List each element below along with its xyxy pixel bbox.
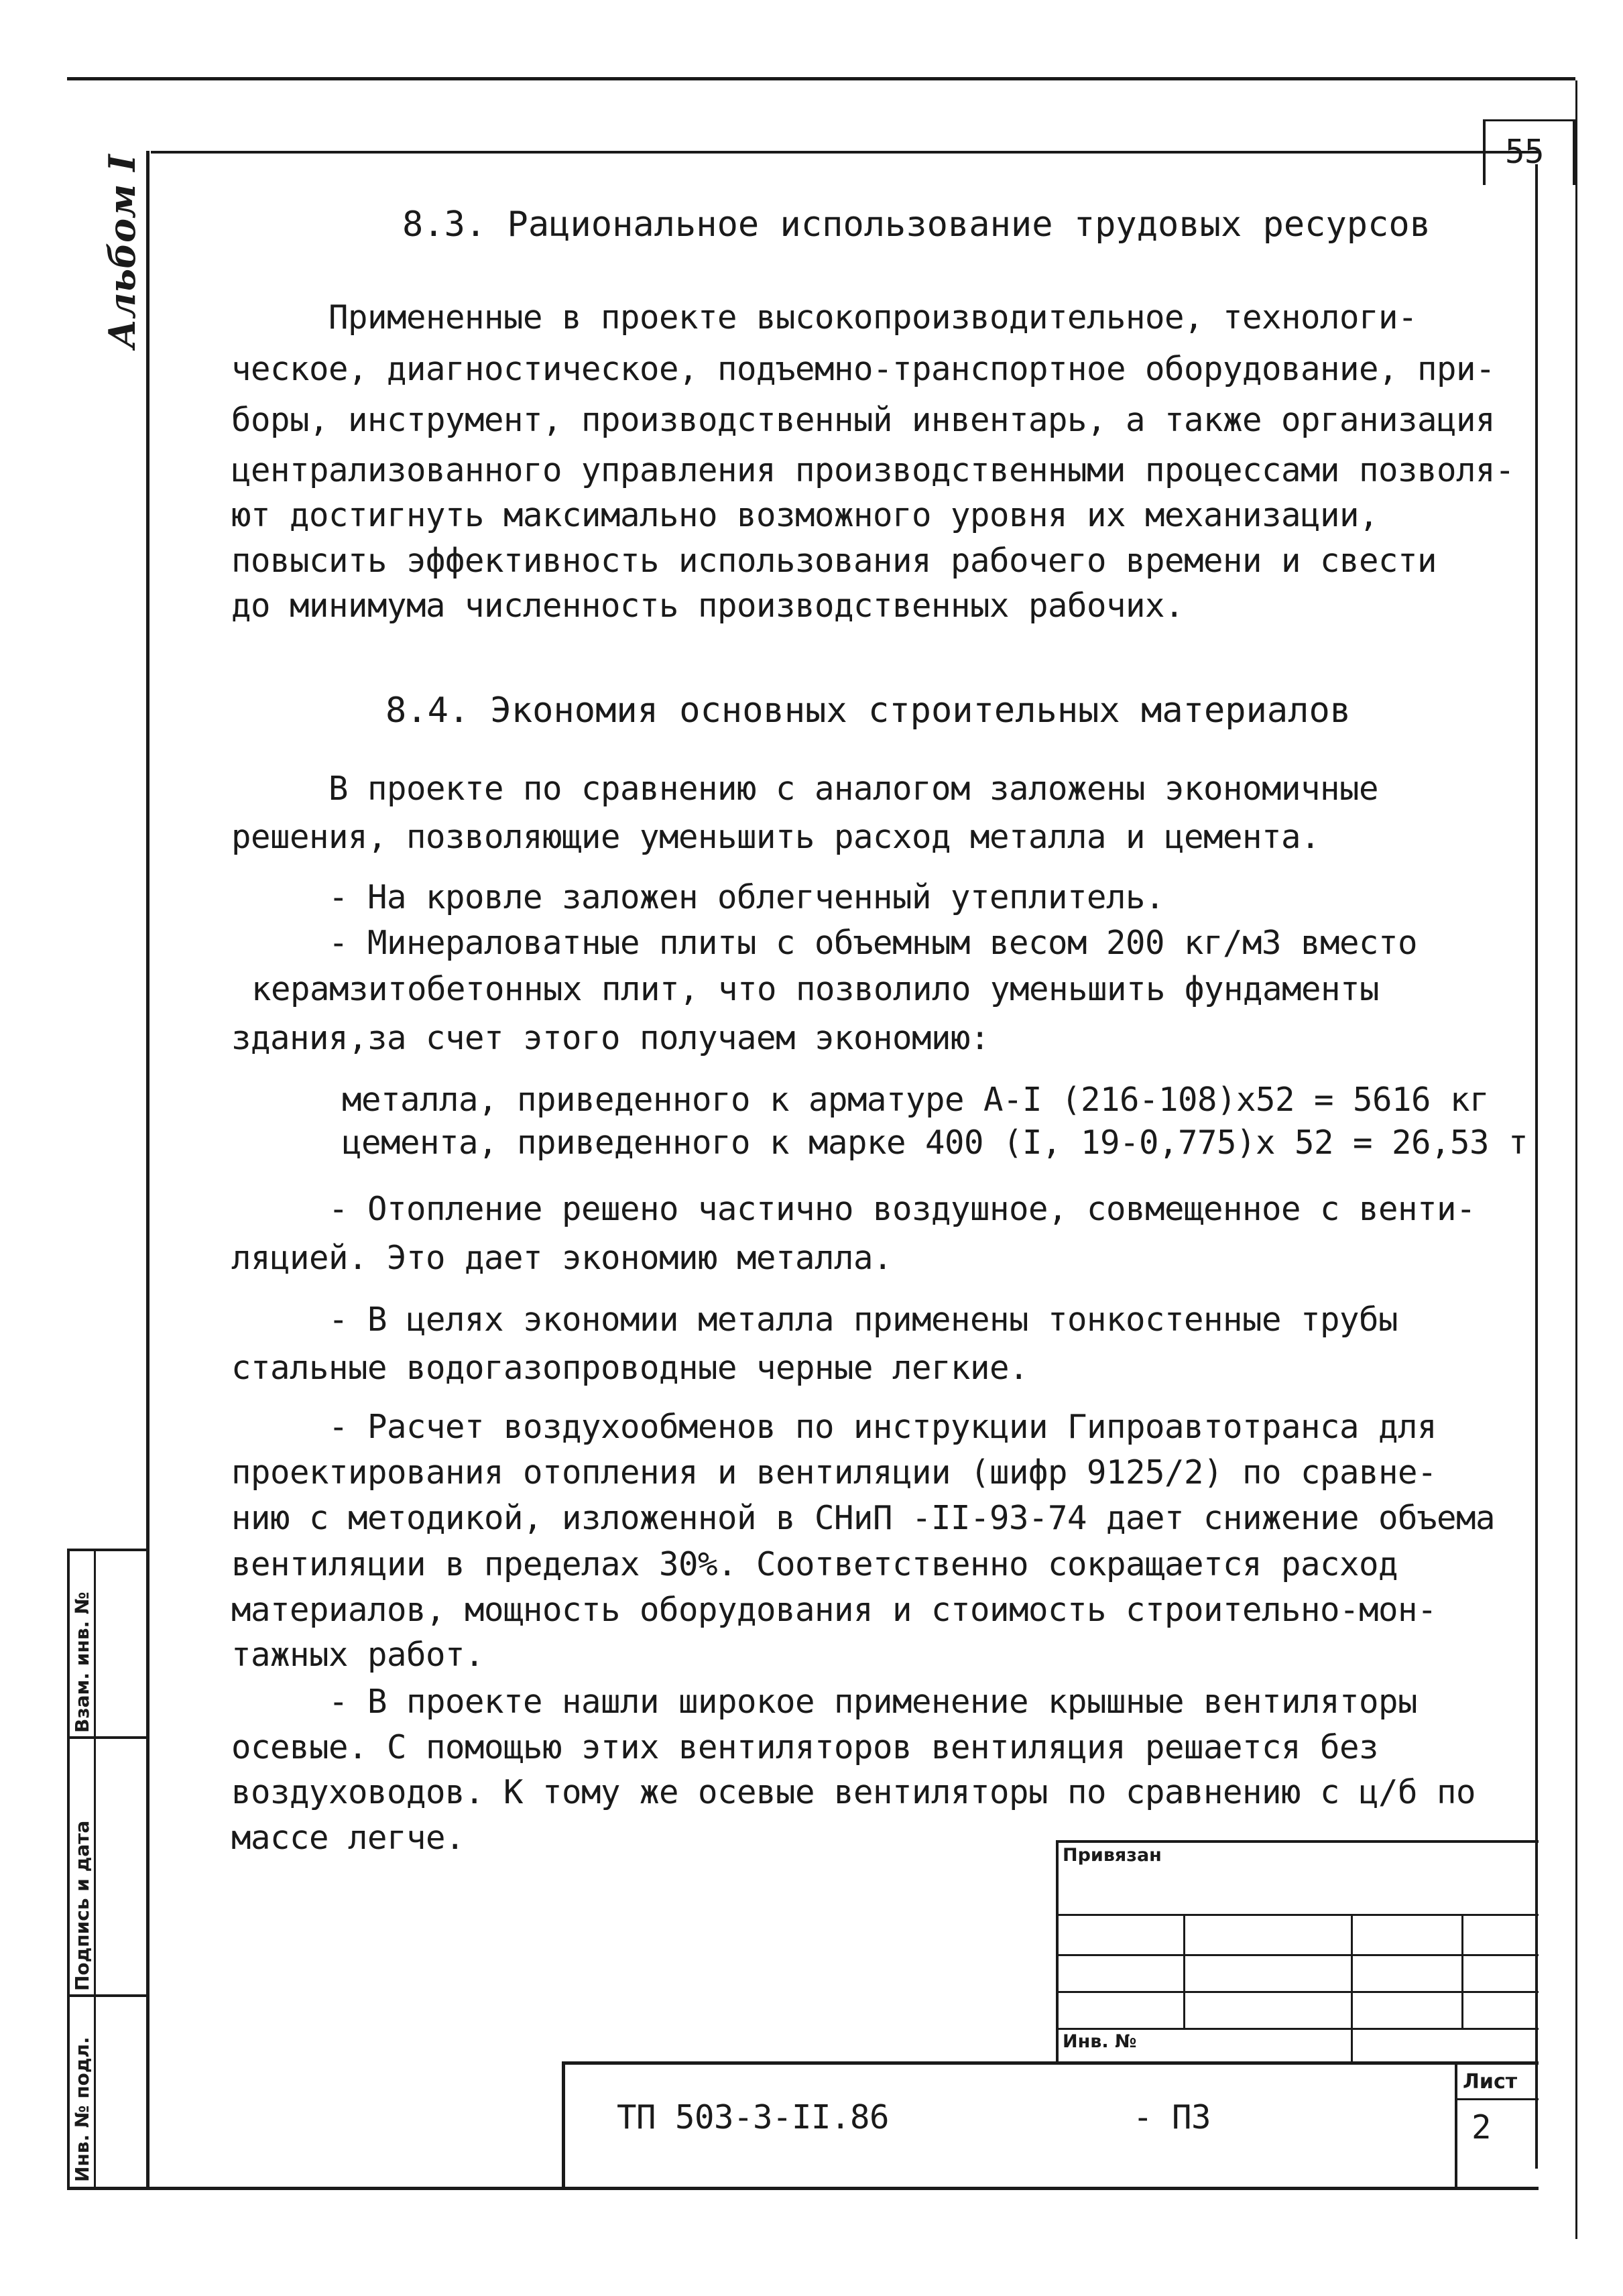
section-8-4-line: нию с методикой, изложенной в СНиП -II-93-74 дает снижение объема: [231, 1499, 1496, 1537]
section-8-3-line: Примененные в проекте высокопроизводительное, технологи-: [328, 298, 1418, 337]
stamp-vzam-inv: Взам. инв. №: [71, 1591, 93, 1733]
stamp-divider-1: [67, 1736, 149, 1739]
section-8-4-line: - Расчет воздухообменов по инструкции Гипроавтотранса для: [328, 1408, 1437, 1446]
top-rule: [67, 77, 1575, 80]
section-8-3-line: боры, инструмент, производственный инвентарь, а также организация: [231, 401, 1496, 439]
page-number-box-top: [1483, 119, 1575, 121]
stamp-col-mid: [94, 1549, 96, 2189]
doc-suffix: - ПЗ: [1133, 2098, 1211, 2136]
tb-grid-col-1: [1183, 1914, 1185, 2028]
section-8-4-line: В проекте по сравнению с аналогом заложены экономичные: [328, 770, 1379, 808]
section-8-4-line: ляцией. Это дает экономию металла.: [231, 1239, 893, 1277]
tb-inv-no: Инв. №: [1063, 2031, 1137, 2052]
tb-grid-col-2: [1351, 1914, 1353, 2061]
section-8-4-line: воздуховодов. К тому же осевые вентиляторы по сравнению с ц/б по: [231, 1773, 1476, 1811]
section-8-4-line: - На кровле заложен облегченный утеплитель.: [328, 878, 1165, 916]
section-8-4-line: вентиляции в пределах 30%. Соответственно сокращается расход: [231, 1545, 1398, 1583]
frame-top: [151, 151, 1539, 154]
section-8-4-line: тажных работ.: [231, 1636, 485, 1674]
section-8-4-line: металла, приведенного к арматуре А-I (216-108)х52 = 5616 кг: [342, 1081, 1490, 1119]
section-8-3-line: ческое, диагностическое, подъемно-транспортное оборудование, при-: [231, 350, 1496, 388]
frame-right: [1535, 164, 1538, 2169]
stamp-top: [67, 1549, 149, 1551]
tb-grid-col-3: [1461, 1914, 1463, 2028]
section-8-3-heading: 8.3. Рациональное использование трудовых ресурсов: [402, 204, 1431, 245]
section-8-3-line: до минимума численность производственных рабочих.: [231, 587, 1185, 625]
stamp-divider-2: [67, 1994, 149, 1997]
frame-left: [146, 151, 149, 2189]
section-8-4-line: цемента, приведенного к марке 400 (I, 19-0,775)х 52 = 26,53 т: [342, 1124, 1528, 1162]
tb-privyazan: Привязан: [1063, 1845, 1162, 1866]
tb-grid-top: [1056, 1840, 1539, 1843]
section-8-4-line: - Минераловатные плиты с объемным весом 200 кг/м3 вместо: [328, 924, 1418, 962]
section-8-4-line: здания,за счет этого получаем экономию:: [231, 1019, 990, 1057]
tb-main-top: [563, 2061, 1539, 2065]
stamp-inv-podl: Инв. № подл.: [71, 2037, 93, 2182]
section-8-4-line: керамзитобетонных плит, что позволило уменьшить фундаменты: [251, 970, 1380, 1008]
tb-grid-row-4: [1056, 2028, 1539, 2030]
section-8-4-line: - В целях экономии металла применены тонкостенные трубы: [328, 1301, 1398, 1339]
right-margin-rule: [1575, 80, 1577, 2239]
section-8-4-line: - Отопление решено частично воздушное, совмещенное с венти-: [328, 1190, 1476, 1228]
section-8-4-heading: 8.4. Экономия основных строительных материалов: [385, 690, 1351, 731]
frame-bottom: [67, 2187, 1539, 2190]
page-number: 55: [1505, 133, 1545, 171]
tb-main-left: [562, 2061, 565, 2189]
section-8-3-line: повысить эффективность использования рабочего времени и свести: [231, 542, 1437, 580]
page-number-box-right: [1573, 119, 1575, 185]
tb-grid-row-3: [1056, 1991, 1539, 1993]
section-8-4-line: проектирования отопления и вентиляции (шифр 9125/2) по сравне-: [231, 1453, 1437, 1492]
section-8-3-line: централизованного управления производственными процессами позволя-: [231, 451, 1515, 489]
section-8-4-line: стальные водогазопроводные черные легкие.: [231, 1349, 1029, 1387]
section-8-4-line: массе легче.: [231, 1819, 465, 1857]
section-8-4-line: осевые. С помощью этих вентиляторов вентиляция решается без: [231, 1728, 1379, 1766]
sheet-number: 2: [1471, 2108, 1492, 2147]
stamp-podpis-data: Подпись и дата: [71, 1820, 93, 1991]
doc-code: ТП 503-3-II.86: [617, 2098, 890, 2136]
section-8-4-line: материалов, мощность оборудования и стоимость строительно-мон-: [231, 1591, 1437, 1629]
section-8-4-line: - В проекте нашли широкое применение крышные вентиляторы: [328, 1683, 1418, 1721]
section-8-3-line: ют достигнуть максимально возможного уровня их механизации,: [231, 496, 1379, 534]
page-number-box-left: [1483, 119, 1486, 185]
tb-sheet-left: [1455, 2061, 1457, 2189]
tb-grid-row-1: [1056, 1914, 1539, 1916]
tb-sheet-divider: [1455, 2098, 1539, 2100]
sheet-label: Лист: [1463, 2070, 1518, 2094]
album-label: Альбом I: [101, 154, 143, 349]
section-8-4-line: решения, позволяющие уменьшить расход металла и цемента.: [231, 818, 1321, 856]
stamp-col-left: [67, 1549, 70, 2189]
tb-grid-row-2: [1056, 1954, 1539, 1956]
